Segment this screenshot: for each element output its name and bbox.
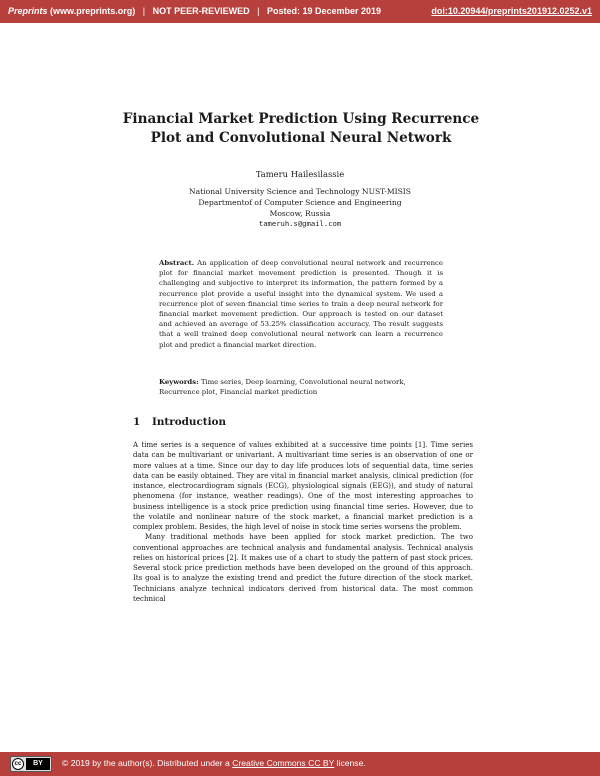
cc-circle-icon: cc [12, 758, 24, 770]
body-text [133, 440, 473, 604]
divider: | [257, 6, 260, 16]
cc-by-license-icon[interactable] [10, 756, 52, 772]
paper-title [60, 110, 542, 147]
license-footer-bar [0, 752, 600, 776]
license-link[interactable]: Creative Commons CC BY [232, 758, 335, 768]
license-suffix: license. [336, 758, 366, 768]
section-heading [133, 416, 226, 428]
section-number: 1 [133, 416, 141, 428]
title-line: Plot and Convolutional Neural Network [150, 129, 452, 146]
affiliation-line: National University Science and Technology NUST-MISIS [188, 187, 412, 196]
affiliation-line: Moscow, Russia [269, 208, 331, 218]
posted-date: Posted: 19 December 2019 [266, 6, 382, 16]
preprint-header-info [8, 6, 381, 16]
brand-name[interactable]: Preprints [8, 6, 48, 16]
affiliation-line: Departmentof of Computer Science and Engineering [198, 197, 402, 207]
site-link[interactable]: (www.preprints.org) [50, 6, 136, 16]
section-title: Introduction [152, 416, 226, 428]
abstract [159, 258, 443, 350]
divider: | [142, 6, 146, 16]
license-text [62, 758, 366, 768]
doi-link[interactable]: doi:10.20944/preprints201912.0252.v1 [431, 6, 592, 16]
title-line: Financial Market Prediction Using Recurrence [122, 111, 480, 127]
keywords-label: Keywords: [159, 378, 199, 386]
review-status: NOT PEER-REVIEWED [152, 6, 250, 16]
keywords-text: Time series, Deep learning, Convolutional neural network, Recurrence plot, Financial market prediction [159, 378, 406, 397]
abstract-text: An application of deep convolutional neural network and recurrence plot for financial market movement prediction is presented. Though it is challenging and subjective to interpret its information, the pattern formed by a recurrence plot provide a useful insight into the dynamical system. We used a recurrence plot of seven financial time series to train a deep neural network for financial market movement prediction. Our approach is tested on our dataset and achieved an average of 53.25% classification accuracy. The result suggests that a well trained deep convolutional neural network can learn a recurrence plot and predict a financial market direction. [159, 259, 443, 349]
license-prefix: © 2019 by the author(s). Distributed under a [62, 758, 230, 768]
by-badge: BY [26, 758, 50, 770]
affiliation-block [0, 187, 600, 230]
author-name: Tameru Hailesilassie [255, 169, 345, 179]
author-email: tameruh.s@gmail.com [258, 219, 342, 229]
keywords [159, 377, 443, 397]
paragraph: Many traditional methods have been applied for stock market prediction. The two conventional approaches are technical analysis and fundamental analysis. Technical analysis relies on historical prices [2]. It makes use of a chart to study the pattern of past stock prices. Several stock price prediction methods have been developed on the ground of this approach. Its goal is to analyze the existing trend and predict the future direction of the stock market. Technicians analyze technical indicators derived from historical data. The most common technical [133, 532, 473, 603]
preprint-header-bar [0, 0, 600, 23]
paragraph: A time series is a sequence of values exhibited at a successive time points [1]. Time series data can be multivariant or univariant. A multivariant time series is an observation of one or more values at a time. Since our day to day life produces lots of sequential data, time series data can be easily obtained. They are vital in financial market analysis, clinical prediction (for instance, electrocardiogram signals (ECG), physiological signals (EEG)), and study of natural phenomena (for instance, weather readings). One of the most interesting approaches to business intelligence is a stock price prediction using financial time series. However, due to the volatile and nonlinear nature of the stock market, a financial market prediction is a complex problem. Besides, the high level of noise in stock time series worsens the problem. [133, 440, 473, 531]
abstract-label: Abstract. [159, 259, 195, 267]
